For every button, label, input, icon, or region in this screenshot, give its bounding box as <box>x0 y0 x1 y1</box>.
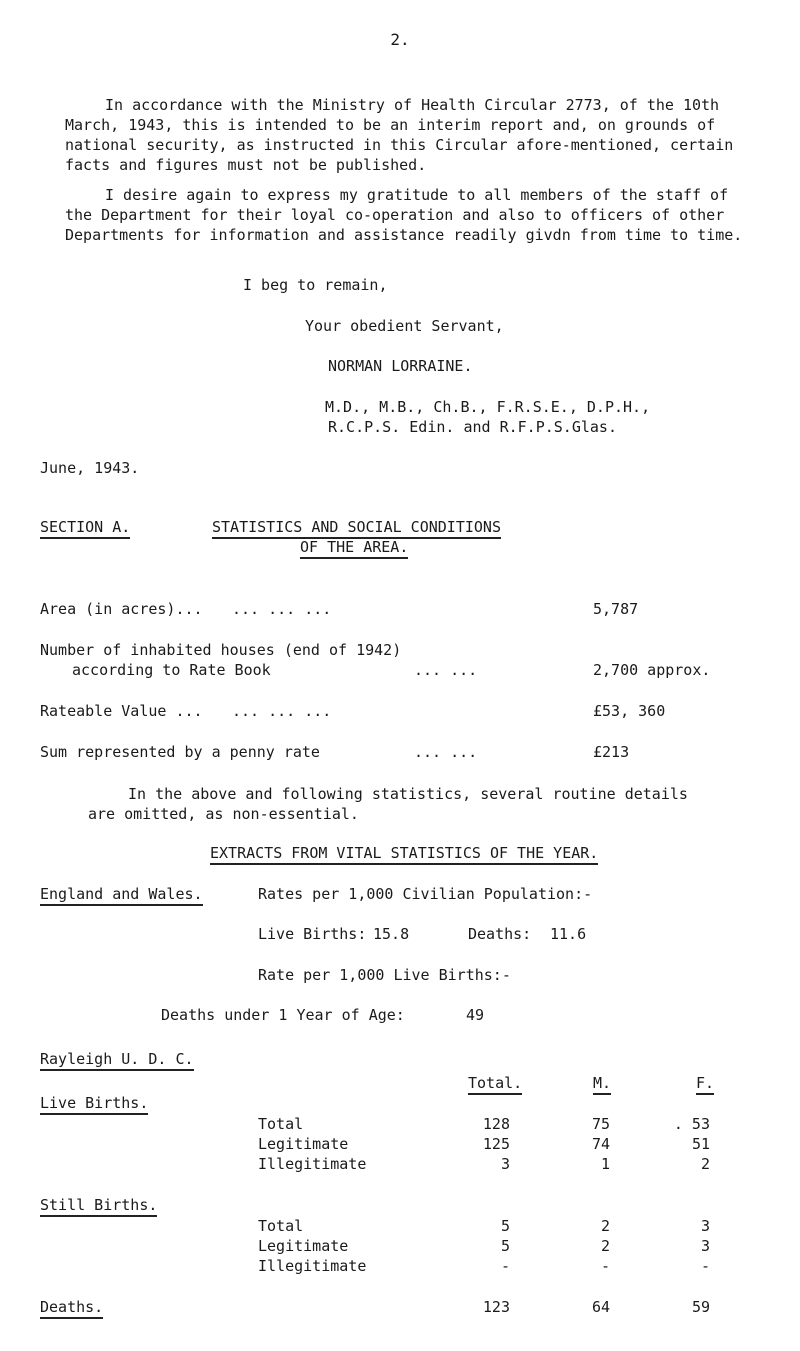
live-births-label: Live Births: <box>258 925 367 943</box>
row-label: Illegitimate <box>258 1155 367 1173</box>
qualifications-line-1: M.D., M.B., Ch.B., F.R.S.E., D.P.H., <box>325 398 651 416</box>
cell-total: 128 <box>482 1115 510 1133</box>
row-label: Legitimate <box>258 1237 349 1255</box>
stat-dots-rateable: ... ... ... <box>232 702 332 720</box>
cell-total: 125 <box>482 1135 510 1153</box>
cell-f: - <box>700 1257 710 1275</box>
cell-m: 2 <box>600 1237 610 1255</box>
row-label: Total <box>258 1217 304 1235</box>
intro-paragraph-2: I desire again to express my gratitude to all members of the staff of the Department for their loyal co-operation and also to officers of other Departments for information and assistance readily givdn from time to time. <box>65 186 743 244</box>
page-number: 2. <box>390 30 410 49</box>
section-title-line-2: OF THE AREA. <box>300 538 408 559</box>
row-label: Illegitimate <box>258 1257 367 1275</box>
cell-total: 3 <box>500 1155 510 1173</box>
deaths-value: 11.6 <box>550 925 587 943</box>
rayleigh-heading: Rayleigh U. D. C. <box>40 1050 194 1071</box>
stat-value-houses: 2,700 approx. <box>593 661 711 679</box>
live-births-value: 15.8 <box>373 925 410 943</box>
extracts-heading: EXTRACTS FROM VITAL STATISTICS OF THE YEAR. <box>210 844 598 865</box>
omitted-note: In the above and following statistics, several routine details are omitted, as non-essential. <box>88 785 688 823</box>
live-births-group-label: Live Births. <box>40 1094 148 1115</box>
cell-f: 51 <box>691 1135 710 1153</box>
cell-m: 2 <box>600 1217 610 1235</box>
stat-value-penny-rate: £213 <box>593 743 630 761</box>
cell-total: 5 <box>500 1217 510 1235</box>
stat-label-area: Area (in acres)... <box>40 600 203 618</box>
stat-dots-area: ... ... ... <box>232 600 332 618</box>
infant-deaths-label: Deaths under 1 Year of Age: <box>161 1006 405 1024</box>
column-header-f: F. <box>696 1074 714 1095</box>
closing-servant: Your obedient Servant, <box>305 317 504 335</box>
stat-dots-houses: ... ... <box>414 661 478 679</box>
cell-total: - <box>500 1257 510 1275</box>
deaths-m: 64 <box>591 1298 610 1316</box>
still-births-group-label: Still Births. <box>40 1196 157 1217</box>
intro-paragraph-1: In accordance with the Ministry of Health Circular 2773, of the 10th March, 1943, this is intended to be an interim report and, on grounds of national security, as instructed in this Circular afore-mentioned, certain facts and figures must not be published. <box>65 96 734 174</box>
rates-heading: Rates per 1,000 Civilian Population:- <box>258 885 593 903</box>
deaths-f: 59 <box>691 1298 710 1316</box>
stat-dots-penny-rate: ... ... <box>414 743 478 761</box>
cell-f: 2 <box>700 1155 710 1173</box>
stat-label-penny-rate: Sum represented by a penny rate <box>40 743 320 761</box>
cell-m: 75 <box>591 1115 610 1133</box>
rate-live-births-heading: Rate per 1,000 Live Births:- <box>258 966 511 984</box>
report-date: June, 1943. <box>40 459 140 477</box>
deaths-total: 123 <box>482 1298 510 1316</box>
cell-total: 5 <box>500 1237 510 1255</box>
signatory-name: NORMAN LORRAINE. <box>328 357 473 375</box>
cell-m: 74 <box>591 1135 610 1153</box>
column-header-total: Total. <box>468 1074 522 1095</box>
cell-m: 1 <box>600 1155 610 1173</box>
deaths-label: Deaths: <box>468 925 532 943</box>
stat-label-rateable: Rateable Value ... <box>40 702 203 720</box>
cell-f: 3 <box>700 1237 710 1255</box>
closing-remain: I beg to remain, <box>243 276 388 294</box>
stat-label-houses: Number of inhabited houses (end of 1942) <box>40 641 402 659</box>
qualifications-line-2: R.C.P.S. Edin. and R.F.P.S.Glas. <box>328 418 617 436</box>
section-label: SECTION A. <box>40 518 130 539</box>
section-title-line-1: STATISTICS AND SOCIAL CONDITIONS <box>212 518 501 539</box>
stat-value-rateable: £53, 360 <box>593 702 666 720</box>
cell-f: . 53 <box>673 1115 710 1133</box>
column-header-m: M. <box>593 1074 611 1095</box>
deaths-group-label: Deaths. <box>40 1298 103 1319</box>
cell-m: - <box>600 1257 610 1275</box>
cell-f: 3 <box>700 1217 710 1235</box>
row-label: Total <box>258 1115 304 1133</box>
row-label: Legitimate <box>258 1135 349 1153</box>
stat-label-houses-cont: according to Rate Book <box>72 661 271 679</box>
infant-deaths-value: 49 <box>466 1006 485 1024</box>
stat-value-area: 5,787 <box>593 600 639 618</box>
england-wales-label: England and Wales. <box>40 885 203 906</box>
